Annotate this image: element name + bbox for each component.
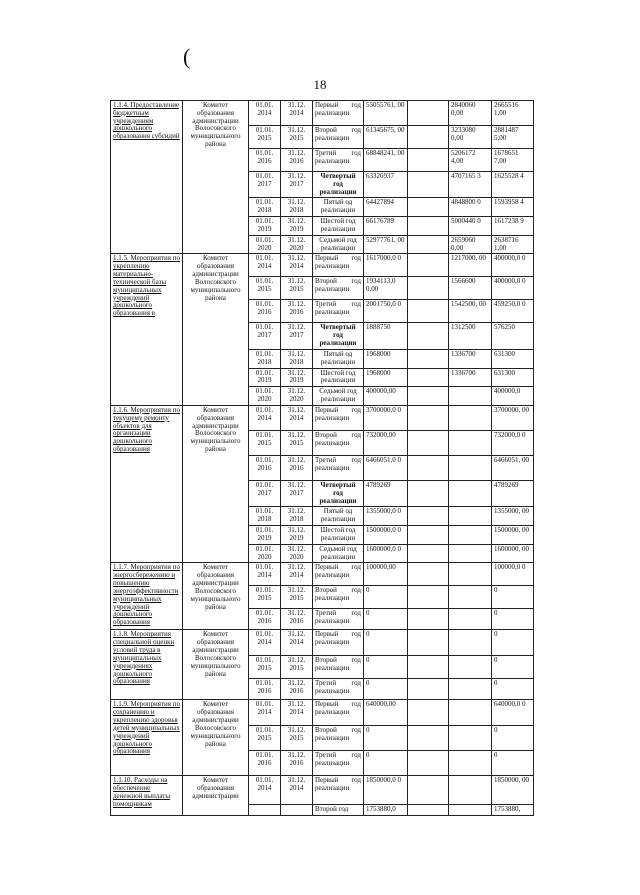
start-date: 01.01. 2015	[249, 430, 281, 455]
total-amount: 0	[364, 609, 408, 630]
local-budget-amount: 0	[492, 656, 534, 679]
end-date	[281, 805, 313, 816]
local-budget-amount: 400000,0	[492, 387, 534, 406]
end-date: 31.12. 2018	[281, 349, 313, 368]
local-budget-amount: 576250	[492, 323, 534, 349]
end-date: 31.12. 2015	[281, 430, 313, 455]
federal-budget-amount	[408, 300, 449, 323]
start-date: 01.01. 2014	[249, 776, 281, 805]
responsible-organization: Комитет образования администрации Волосовского муниципального района	[183, 700, 249, 776]
end-date: 31.12. 2016	[281, 679, 313, 700]
implementation-year: Третий год реализации	[313, 300, 364, 323]
regional-budget-amount	[449, 455, 492, 480]
end-date: 31.12. 2018	[281, 198, 313, 217]
local-budget-amount: 1850000, 00	[492, 776, 534, 805]
implementation-year: Пятый од реализации	[313, 507, 364, 526]
federal-budget-amount	[408, 101, 449, 126]
local-budget-amount: 0	[492, 586, 534, 609]
implementation-year: Третий год реализации	[313, 455, 364, 480]
local-budget-amount: 100000,0 0	[492, 563, 534, 586]
end-date: 31.12. 2019	[281, 368, 313, 387]
federal-budget-amount	[408, 480, 449, 506]
start-date: 01.01. 2016	[249, 609, 281, 630]
federal-budget-amount	[408, 776, 449, 805]
implementation-year: Первый год реализации	[313, 563, 364, 586]
start-date: 01.01. 2015	[249, 656, 281, 679]
end-date: 31.12. 2016	[281, 609, 313, 630]
start-date: 01.01. 2014	[249, 630, 281, 656]
federal-budget-amount	[408, 805, 449, 816]
start-date: 01.01. 2016	[249, 751, 281, 776]
regional-budget-amount	[449, 544, 492, 563]
total-amount: 55055761, 00	[364, 101, 408, 126]
federal-budget-amount	[408, 349, 449, 368]
start-date: 01.01. 2016	[249, 455, 281, 480]
measure-name: 1.1.10. Расходы на обеспечение денежной выплаты помощникам	[111, 776, 183, 816]
end-date: 31.12. 2019	[281, 217, 313, 236]
total-amount: 64427894	[364, 198, 408, 217]
local-budget-amount: 3700000, 00	[492, 405, 534, 430]
local-budget-amount: 2665516 1,00	[492, 101, 534, 126]
regional-budget-amount	[449, 751, 492, 776]
end-date: 31.12. 2019	[281, 526, 313, 545]
total-amount: 63326937	[364, 172, 408, 198]
implementation-year: Четвертый год реализации	[313, 172, 364, 198]
local-budget-amount: 0	[492, 751, 534, 776]
implementation-year: Второй год реализации	[313, 656, 364, 679]
regional-budget-amount: 4848800 0	[449, 198, 492, 217]
local-budget-amount: 0	[492, 726, 534, 751]
implementation-year: Второй год	[313, 805, 364, 816]
total-amount: 400000,00	[364, 387, 408, 406]
end-date: 31.12. 2020	[281, 235, 313, 254]
federal-budget-amount	[408, 609, 449, 630]
end-date: 31.12. 2015	[281, 277, 313, 300]
start-date: 01.01. 2017	[249, 480, 281, 506]
regional-budget-amount	[449, 700, 492, 726]
measure-name: 1.1.4. Предоставление бюджетным учреждениям дошкольного образования субсидий	[111, 101, 183, 254]
responsible-organization: Комитет образования администрации Волосовского муниципального района	[183, 101, 249, 254]
total-amount: 0	[364, 751, 408, 776]
regional-budget-amount	[449, 726, 492, 751]
end-date: 31.12. 2014	[281, 700, 313, 726]
start-date: 01.01. 2014	[249, 101, 281, 126]
local-budget-amount: 732000,0 0	[492, 430, 534, 455]
measure-name: 1.1.6. Мероприятия по текущему ремонту объектов для организации дошкольного образования	[111, 405, 183, 562]
local-budget-amount: 1355000, 00	[492, 507, 534, 526]
responsible-organization: Комитет образования администрации	[183, 776, 249, 816]
local-budget-amount: 1500000, 00	[492, 526, 534, 545]
total-amount: 732000,00	[364, 430, 408, 455]
regional-budget-amount	[449, 805, 492, 816]
start-date: 01.01. 2020	[249, 235, 281, 254]
implementation-year: Второй год реализации	[313, 430, 364, 455]
federal-budget-amount	[408, 544, 449, 563]
regional-budget-amount	[449, 405, 492, 430]
program-measures-table	[110, 100, 534, 816]
implementation-year: Первый год реализации	[313, 700, 364, 726]
start-date: 01.01. 2015	[249, 726, 281, 751]
total-amount: 2001750,0 0	[364, 300, 408, 323]
end-date: 31.12. 2017	[281, 480, 313, 506]
end-date: 31.12. 2015	[281, 656, 313, 679]
regional-budget-amount: 1336700	[449, 349, 492, 368]
regional-budget-amount	[449, 586, 492, 609]
federal-budget-amount	[408, 751, 449, 776]
start-date	[249, 805, 281, 816]
federal-budget-amount	[408, 526, 449, 545]
start-date: 01.01. 2019	[249, 217, 281, 236]
local-budget-amount: 0	[492, 609, 534, 630]
regional-budget-amount	[449, 526, 492, 545]
local-budget-amount: 2638716 1,00	[492, 235, 534, 254]
total-amount: 52977761, 00	[364, 235, 408, 254]
total-amount: 6466051,0 0	[364, 455, 408, 480]
end-date: 31.12. 2014	[281, 405, 313, 430]
implementation-year: Третий год реализации	[313, 679, 364, 700]
regional-budget-amount	[449, 430, 492, 455]
federal-budget-amount	[408, 630, 449, 656]
local-budget-amount: 631300	[492, 368, 534, 387]
start-date: 01.01. 2014	[249, 254, 281, 277]
local-budget-amount: 1678651 7,00	[492, 149, 534, 172]
federal-budget-amount	[408, 586, 449, 609]
local-budget-amount: 1753880,	[492, 805, 534, 816]
total-amount: 1617000,0 0	[364, 254, 408, 277]
measure-name: 1.1.7. Мероприятия по энергосбережению и повышению энергоэффективности муниципальных учреждений дошкольного образования	[111, 563, 183, 630]
implementation-year: Седьмой год реализации	[313, 544, 364, 563]
total-amount: 68848241, 00	[364, 149, 408, 172]
regional-budget-amount	[449, 776, 492, 805]
total-amount: 61345675, 00	[364, 126, 408, 149]
total-amount: 0	[364, 656, 408, 679]
start-date: 01.01. 2018	[249, 198, 281, 217]
implementation-year: Пятый од реализации	[313, 349, 364, 368]
local-budget-amount: 0	[492, 679, 534, 700]
total-amount: 3700000,0 0	[364, 405, 408, 430]
responsible-organization: Комитет образования администрации Волосовского муниципального района	[183, 563, 249, 630]
end-date: 31.12. 2014	[281, 101, 313, 126]
responsible-organization: Комитет образования администрации Волосовского муниципального района	[183, 405, 249, 562]
total-amount: 66176789	[364, 217, 408, 236]
total-amount: 640000,00	[364, 700, 408, 726]
total-amount: 1355000,0 0	[364, 507, 408, 526]
total-amount: 1753880,0	[364, 805, 408, 816]
regional-budget-amount: 5000440 0	[449, 217, 492, 236]
end-date: 31.12. 2020	[281, 387, 313, 406]
start-date: 01.01. 2016	[249, 300, 281, 323]
total-amount: 1600000,0 0	[364, 544, 408, 563]
table-row	[111, 254, 534, 277]
implementation-year: Четвертый год реализации	[313, 323, 364, 349]
total-amount: 1850000,0 0	[364, 776, 408, 805]
total-amount: 4789269	[364, 480, 408, 506]
total-amount: 0	[364, 726, 408, 751]
implementation-year: Седьмой год реализации	[313, 387, 364, 406]
implementation-year: Седьмой год реализации	[313, 235, 364, 254]
regional-budget-amount	[449, 656, 492, 679]
local-budget-amount: 1617238 9	[492, 217, 534, 236]
federal-budget-amount	[408, 254, 449, 277]
total-amount: 1934113,0 0,00	[364, 277, 408, 300]
start-date: 01.01. 2018	[249, 349, 281, 368]
federal-budget-amount	[408, 323, 449, 349]
regional-budget-amount: 1542500, 00	[449, 300, 492, 323]
regional-budget-amount: 4707165 3	[449, 172, 492, 198]
local-budget-amount: 631300	[492, 349, 534, 368]
local-budget-amount: 1600000, 00	[492, 544, 534, 563]
table-row	[111, 405, 534, 430]
start-date: 01.01. 2015	[249, 126, 281, 149]
total-amount: 0	[364, 586, 408, 609]
start-date: 01.01. 2017	[249, 172, 281, 198]
start-date: 01.01. 2016	[249, 149, 281, 172]
federal-budget-amount	[408, 405, 449, 430]
start-date: 01.01. 2015	[249, 586, 281, 609]
regional-budget-amount: 2840060 0,00	[449, 101, 492, 126]
regional-budget-amount: 1566600	[449, 277, 492, 300]
measure-name: 1.1.9. Мероприятия по сохранению и укреплению здоровья детей муниципальных учреждений дошкольного образования	[111, 700, 183, 776]
federal-budget-amount	[408, 126, 449, 149]
total-amount: 100000,00	[364, 563, 408, 586]
total-amount: 1968000	[364, 368, 408, 387]
implementation-year: Шестой год реализации	[313, 526, 364, 545]
local-budget-amount: 1593958 4	[492, 198, 534, 217]
federal-budget-amount	[408, 455, 449, 480]
table-row	[111, 630, 534, 656]
end-date: 31.12. 2015	[281, 586, 313, 609]
regional-budget-amount: 5206172 4,00	[449, 149, 492, 172]
end-date: 31.12. 2016	[281, 300, 313, 323]
start-date: 01.01. 2015	[249, 277, 281, 300]
local-budget-amount: 6466051, 00	[492, 455, 534, 480]
implementation-year: Третий год реализации	[313, 609, 364, 630]
implementation-year: Шестой год реализации	[313, 368, 364, 387]
regional-budget-amount	[449, 563, 492, 586]
total-amount: 0	[364, 630, 408, 656]
federal-budget-amount	[408, 277, 449, 300]
implementation-year: Второй год реализации	[313, 277, 364, 300]
regional-budget-amount	[449, 630, 492, 656]
table-row	[111, 101, 534, 126]
federal-budget-amount	[408, 235, 449, 254]
federal-budget-amount	[408, 149, 449, 172]
end-date: 31.12. 2018	[281, 507, 313, 526]
start-date: 01.01. 2018	[249, 507, 281, 526]
table-row	[111, 563, 534, 586]
regional-budget-amount	[449, 507, 492, 526]
federal-budget-amount	[408, 387, 449, 406]
end-date: 31.12. 2014	[281, 254, 313, 277]
end-date: 31.12. 2017	[281, 172, 313, 198]
start-date: 01.01. 2019	[249, 526, 281, 545]
federal-budget-amount	[408, 172, 449, 198]
end-date: 31.12. 2015	[281, 726, 313, 751]
federal-budget-amount	[408, 198, 449, 217]
implementation-year: Первый год реализации	[313, 776, 364, 805]
end-date: 31.12. 2014	[281, 776, 313, 805]
start-date: 01.01. 2017	[249, 323, 281, 349]
implementation-year: Пятый од реализации	[313, 198, 364, 217]
end-date: 31.12. 2020	[281, 544, 313, 563]
table-row	[111, 700, 534, 726]
implementation-year: Первый год реализации	[313, 254, 364, 277]
end-date: 31.12. 2016	[281, 751, 313, 776]
implementation-year: Второй год реализации	[313, 586, 364, 609]
regional-budget-amount: 1336700	[449, 368, 492, 387]
implementation-year: Первый год реализации	[313, 405, 364, 430]
federal-budget-amount	[408, 656, 449, 679]
total-amount: 0	[364, 679, 408, 700]
start-date: 01.01. 2014	[249, 405, 281, 430]
implementation-year: Четвертый год реализации	[313, 480, 364, 506]
federal-budget-amount	[408, 507, 449, 526]
implementation-year: Первый год реализации	[313, 630, 364, 656]
federal-budget-amount	[408, 563, 449, 586]
start-date: 01.01. 2016	[249, 679, 281, 700]
implementation-year: Шестой год реализации	[313, 217, 364, 236]
implementation-year: Третий год реализации	[313, 149, 364, 172]
regional-budget-amount	[449, 679, 492, 700]
measure-name: 1.1.5. Мероприятия по укреплению материально-технической базы муниципальных учреждений дошкольного образования в	[111, 254, 183, 405]
local-budget-amount: 400000,0 0	[492, 254, 534, 277]
local-budget-amount: 0	[492, 630, 534, 656]
end-date: 31.12. 2014	[281, 563, 313, 586]
federal-budget-amount	[408, 368, 449, 387]
federal-budget-amount	[408, 430, 449, 455]
local-budget-amount: 459250,0 0	[492, 300, 534, 323]
page-number: 18	[313, 77, 327, 92]
end-date: 31.12. 2017	[281, 323, 313, 349]
table-row	[111, 776, 534, 805]
start-date: 01.01. 2014	[249, 700, 281, 726]
local-budget-amount: 400000,0 0	[492, 277, 534, 300]
implementation-year: Третий год реализации	[313, 751, 364, 776]
local-budget-amount: 640000,0 0	[492, 700, 534, 726]
local-budget-amount: 1625528 4	[492, 172, 534, 198]
federal-budget-amount	[408, 726, 449, 751]
regional-budget-amount: 1217000, 00	[449, 254, 492, 277]
federal-budget-amount	[408, 679, 449, 700]
regional-budget-amount	[449, 609, 492, 630]
total-amount: 1500000,0 0	[364, 526, 408, 545]
start-date: 01.01. 2019	[249, 368, 281, 387]
implementation-year: Второй год реализации	[313, 126, 364, 149]
regional-budget-amount: 2659060 0,00	[449, 235, 492, 254]
measure-name: 1.1.8. Мероприятия специальной оценки условий труда в муниципальных учреждениях дошкольного образования	[111, 630, 183, 700]
regional-budget-amount	[449, 480, 492, 506]
total-amount: 1968000	[364, 349, 408, 368]
responsible-organization: Комитет образования администрации Волосовского муниципального района	[183, 630, 249, 700]
total-amount: 1888750	[364, 323, 408, 349]
start-date: 01.01. 2014	[249, 563, 281, 586]
implementation-year: Первый год реализации	[313, 101, 364, 126]
start-date: 01.01. 2020	[249, 387, 281, 406]
federal-budget-amount	[408, 700, 449, 726]
regional-budget-amount	[449, 387, 492, 406]
end-date: 31.12. 2016	[281, 455, 313, 480]
end-date: 31.12. 2014	[281, 630, 313, 656]
federal-budget-amount	[408, 217, 449, 236]
local-budget-amount: 2881487 5,00	[492, 126, 534, 149]
end-date: 31.12. 2015	[281, 126, 313, 149]
end-date: 31.12. 2016	[281, 149, 313, 172]
regional-budget-amount: 1312500	[449, 323, 492, 349]
implementation-year: Второй год реализации	[313, 726, 364, 751]
responsible-organization: Комитет образования администрации Волосовского муниципального района	[183, 254, 249, 405]
handwritten-parenthesis: (	[183, 44, 191, 69]
start-date: 01.01. 2020	[249, 544, 281, 563]
regional-budget-amount: 3233080 0,00	[449, 126, 492, 149]
local-budget-amount: 4789269	[492, 480, 534, 506]
